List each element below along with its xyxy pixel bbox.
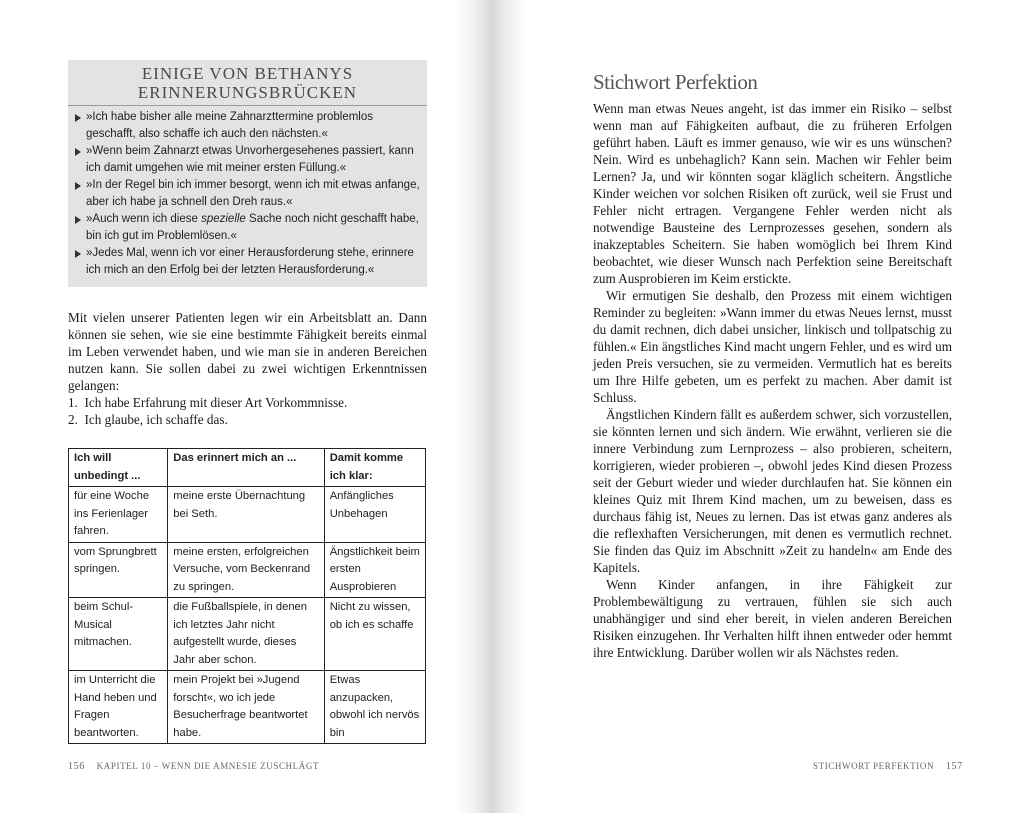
body-paragraph: Wenn man etwas Neues angeht, ist das immer ein Risiko – selbst wenn man auf Fähigkeiten aufbaut, die zu früheren Erfolgen geführt haben. Läuft es immer genauso, wie wir es uns wünschen? Nein. Wird es unbehaglich? Kann sein. Machen wir Fehler beim Lernen? Ja, und wir könnten sogar kläglich scheitern. Ängstliche Kinder weichen vor solchen Risiken oft zurück, weil sie Frust und Fehler nicht ertragen. Vergangene Fehler werden nicht als notwendige Bausteine des Lernprozesses gesehen, sondern als inakzeptables Scheitern. Sie haben womöglich bei Ihrem Kind beobachtet, wie dieser Wunsch nach Perfektion seine Bereitschaft zum Ausprobieren im Keim erstickte.	[593, 101, 952, 286]
table-cell: mein Projekt bei »Jugend forscht«, wo ich jede Besucherfrage beantwortet habe.	[168, 671, 324, 744]
table-cell: Nicht zu wissen, ob ich es schaffe	[324, 598, 425, 671]
box-list-item	[74, 177, 423, 211]
triangle-bullet-icon	[75, 250, 81, 258]
box-item-text: »Wenn beim Zahnarzt etwas Unvorhergesehenes passiert, kann ich damit umgehen wie mit meiner ersten Füllung.«	[86, 145, 414, 174]
insight-item: 2. Ich glaube, ich schaffe das.	[68, 412, 228, 427]
page-number: 156	[68, 761, 85, 772]
triangle-bullet-icon	[75, 182, 81, 190]
box-list-item	[74, 245, 423, 279]
box-title-line-2: ERINNERUNGSBRÜCKEN	[137, 83, 358, 102]
table-row	[69, 542, 426, 598]
box-item-text: »Jedes Mal, wenn ich vor einer Herausforderung stehe, erinnere ich mich an den Erfolg bei der letzten Herausforderung.«	[86, 247, 414, 276]
table-row	[69, 671, 426, 744]
section-body	[593, 100, 952, 661]
body-paragraph: Wenn Kinder anfangen, in ihre Fähigkeit zur Problembewältigung zu vertrauen, fühlen sie sich auch unabhängiger und sind eher bereit, in vielen anderen Bereichen Risiken einzugehen. Ihr Verhalten hilft ihnen entweder oder hemmt ihre Entwicklung. Darüber wollen wir als Nächstes reden.	[593, 577, 952, 660]
insight-item: 1. Ich habe Erfahrung mit dieser Art Vorkommnisse.	[68, 395, 348, 410]
box-item-emphasis: spezielle	[201, 213, 246, 225]
table-header-row	[69, 449, 426, 487]
table-header-cell: Das erinnert mich an ...	[168, 449, 324, 487]
table-cell: die Fußballspiele, in denen ich letztes Jahr nicht aufgestellt wurde, dieses Jahr aber schon.	[168, 598, 324, 671]
box-list-item	[74, 143, 423, 177]
table-cell: Anfängliches Unbehagen	[324, 487, 425, 543]
worksheet-table	[68, 448, 426, 744]
box-item-text: Sache noch nicht geschafft habe, bin ich gut im Problemlösen.«	[86, 213, 419, 242]
table-cell: meine ersten, erfolgreichen Versuche, vom Beckenrand zu springen.	[168, 542, 324, 598]
table-cell: Ängstlichkeit beim ersten Ausprobieren	[324, 542, 425, 598]
triangle-bullet-icon	[75, 216, 81, 224]
section-title: Stichwort Perfektion	[593, 70, 758, 94]
page-number: 157	[945, 761, 963, 772]
box-item-text: »In der Regel bin ich immer besorgt, wenn ich mit etwas anfange, aber ich habe ja schnell den Dreh raus.«	[86, 179, 420, 208]
box-divider	[68, 105, 427, 106]
table-cell: vom Sprungbrett springen.	[69, 542, 168, 598]
table-header-cell: Damit komme ich klar:	[324, 449, 425, 487]
box-list-item	[74, 109, 423, 143]
triangle-bullet-icon	[75, 148, 81, 156]
table-row	[69, 487, 426, 543]
table-cell: für eine Woche ins Ferienlager fahren.	[69, 487, 168, 543]
memory-bridges-box	[68, 60, 427, 287]
table-header-cell: Ich will unbedingt ...	[69, 449, 168, 487]
box-list-item	[74, 211, 423, 245]
table-cell: Etwas anzupacken, obwohl ich nervös bin	[324, 671, 425, 744]
table-row	[69, 598, 426, 671]
triangle-bullet-icon	[75, 114, 81, 122]
running-head: KAPITEL 10 – WENN DIE AMNESIE ZUSCHLÄGT	[96, 761, 320, 771]
box-list	[74, 109, 423, 279]
box-title	[68, 64, 427, 102]
body-paragraph: Ängstlichen Kindern fällt es außerdem schwer, sich vorzustellen, sie könnten lernen und sich ändern. Wie erwähnt, verlieren sie die innere Verbindung zum Lernprozess – also probieren, scheitern, korrigieren, wieder probieren –, obwohl jedes Kind diesen Prozess seit der Geburt wieder und wieder durchlaufen hat. Sie können ein kleines Quiz mit Ihrem Kind machen, um zu beweisen, dass es durchaus fähig ist, Neues zu lernen. Das ist etwas ganz anderes als die reflexhaften Versicherungen, mit denen es vermutlich rechnet. Sie finden das Quiz im Abschnitt »Zeit zu handeln« am Ende des Kapitels.	[593, 407, 952, 575]
left-page-footer	[68, 761, 319, 772]
table-cell: im Unterricht die Hand heben und Fragen beantworten.	[69, 671, 168, 744]
worksheet-intro-paragraph: Mit vielen unserer Patienten legen wir ein Arbeitsblatt an. Dann können sie sehen, wie sie eine bestimmte Fähigkeit bereits einmal im Leben verwendet haben, und wie man sie in anderen Bereichen nutzen kann. Sie sollen dabei zu zwei wichtigen Erkenntnissen gelangen:	[68, 310, 427, 393]
body-paragraph: Wir ermutigen Sie deshalb, den Prozess mit einem wichtigen Reminder zu begleiten: »Wann immer du etwas Neues lernst, musst du damit rechnen, dich dabei unsicher, linkisch und tollpatschig zu fühlen.« Ein ängstliches Kind macht ungern Fehler, und es wird um jeden Preis versuchen, sie zu vermeiden. Vermutlich hat es bereits um Ihre Hilfe gebeten, um es perfekt zu machen. Aber damit ist Schluss.	[593, 288, 952, 405]
insights-list	[68, 394, 427, 428]
table-cell: meine erste Übernachtung bei Seth.	[168, 487, 324, 543]
right-page-footer	[813, 761, 963, 772]
left-page	[0, 0, 480, 813]
table-cell: beim Schul-Musical mitmachen.	[69, 598, 168, 671]
box-item-text: »Ich habe bisher alle meine Zahnarzttermine problemlos geschafft, also schaffe ich auch den nächsten.«	[86, 111, 374, 140]
box-title-line-1: EINIGE VON BETHANYS	[141, 64, 354, 83]
running-head: STICHWORT PERFEKTION	[813, 761, 935, 771]
box-item-text: »Auch wenn ich diese	[86, 213, 202, 225]
